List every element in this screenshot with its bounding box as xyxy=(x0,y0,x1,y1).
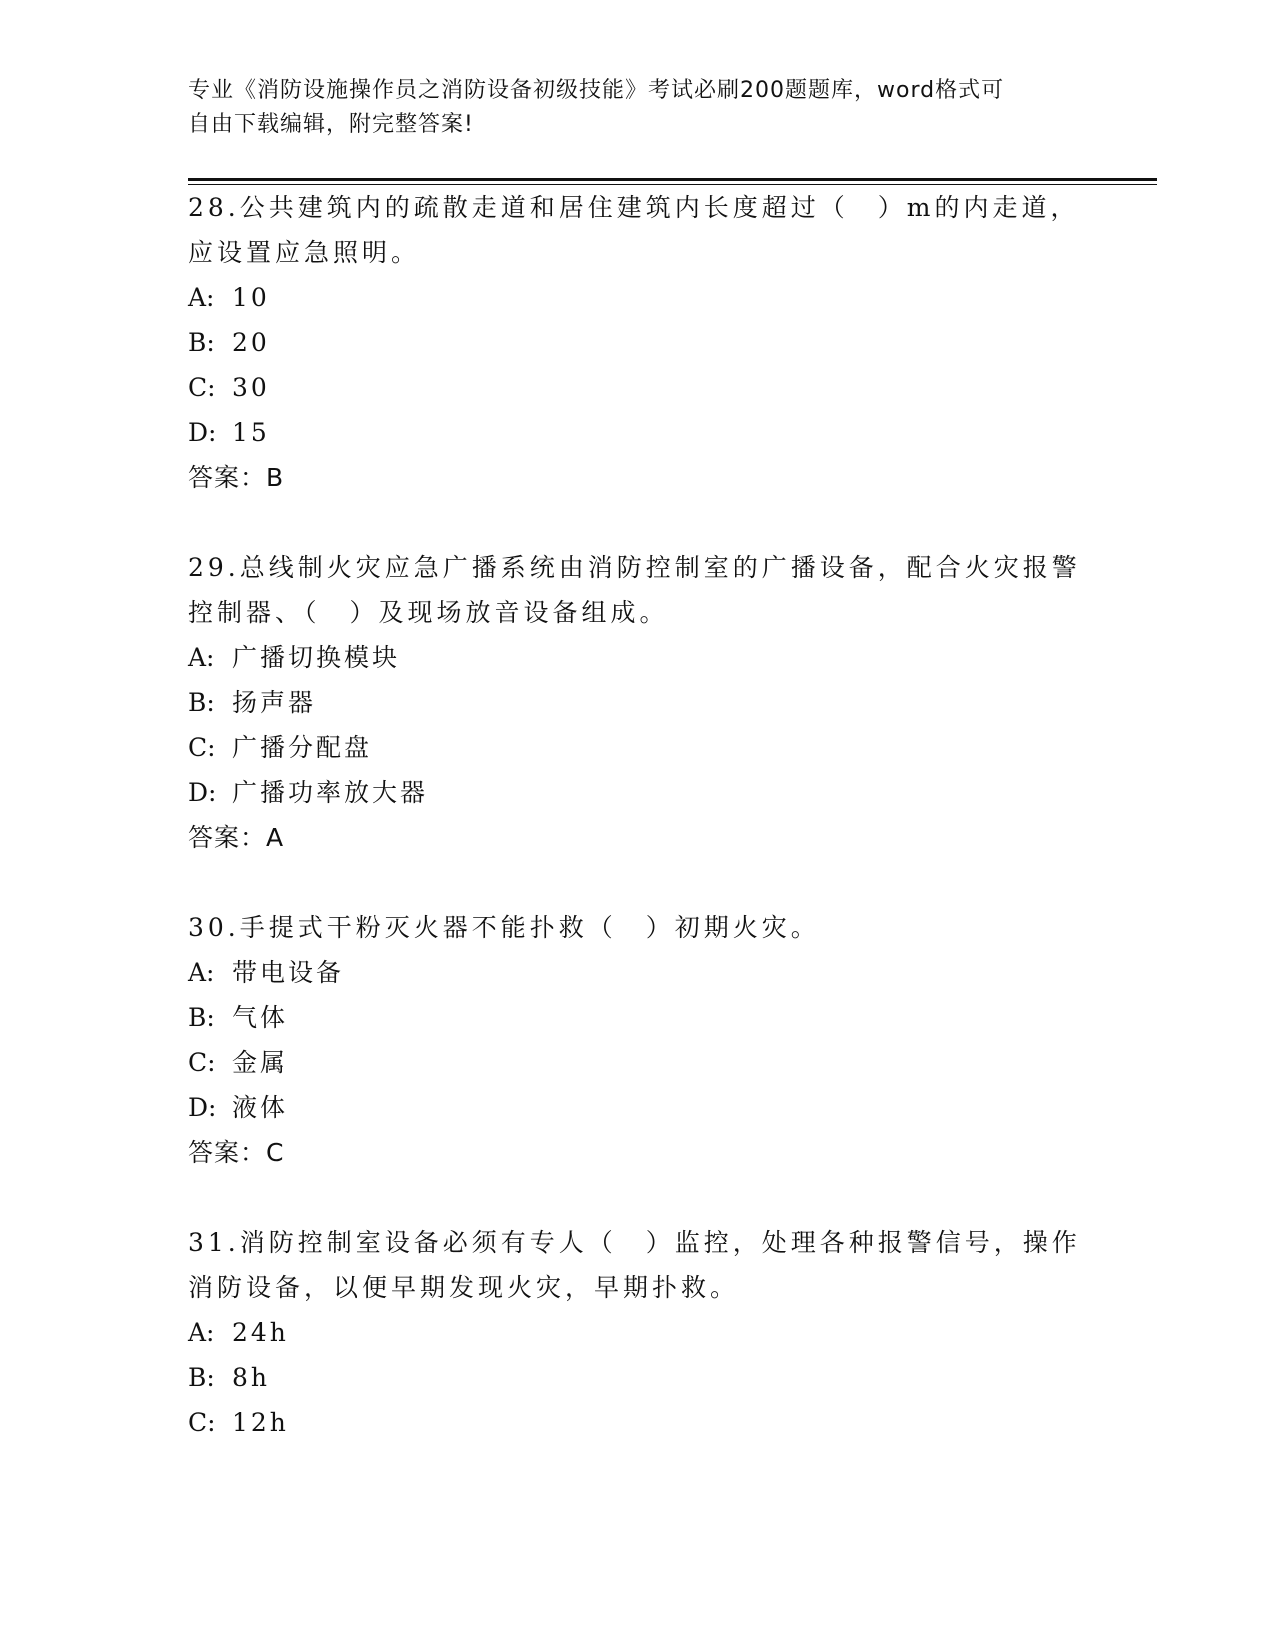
question-stem-line: 应设置应急照明。 xyxy=(188,238,421,267)
option-text: 30 xyxy=(232,373,270,402)
option-text: 20 xyxy=(232,328,270,357)
option-text: 广播切换模块 xyxy=(232,643,401,672)
option-letter: A: xyxy=(188,958,215,987)
option-letter: A: xyxy=(188,1318,215,1347)
option-letter: B: xyxy=(188,1363,215,1392)
option-letter: B: xyxy=(188,688,215,717)
question-stem-line: 28.公共建筑内的疏散走道和居住建筑内长度超过（ ）m的内走道， xyxy=(188,193,1080,222)
question-stem-line: 消防设备，以便早期发现火灾，早期扑救。 xyxy=(188,1273,740,1302)
option-letter: B: xyxy=(188,1003,215,1032)
option-c xyxy=(188,1041,1088,1086)
option-letter: B: xyxy=(188,328,215,357)
option-c xyxy=(188,366,1088,411)
option-text: 气体 xyxy=(232,1003,289,1032)
header-line-1: 专业《消防设施操作员之消防设备初级技能》考试必刷200题题库，word格式可 xyxy=(188,78,1005,103)
answer-line: 答案：A xyxy=(188,823,285,852)
option-letter: A: xyxy=(188,643,215,672)
option-letter: D: xyxy=(188,418,217,447)
option-letter: A: xyxy=(188,283,215,312)
header-rule-thin xyxy=(188,184,1157,185)
option-a xyxy=(188,636,1088,681)
question-30 xyxy=(188,906,1088,1176)
option-letter: C: xyxy=(188,1048,216,1077)
option-letter: D: xyxy=(188,1093,217,1122)
option-text: 24h xyxy=(232,1318,289,1347)
option-d xyxy=(188,1086,1088,1131)
option-text: 金属 xyxy=(232,1048,289,1077)
header-line-2: 自由下载编辑，附完整答案! xyxy=(188,112,474,137)
question-31 xyxy=(188,1221,1088,1446)
option-d xyxy=(188,771,1088,816)
option-letter: C: xyxy=(188,1408,216,1437)
option-text: 12h xyxy=(232,1408,289,1437)
option-b xyxy=(188,321,1088,366)
option-d xyxy=(188,411,1088,456)
option-text: 带电设备 xyxy=(232,958,345,987)
option-a xyxy=(188,276,1088,321)
question-29 xyxy=(188,546,1088,861)
option-a xyxy=(188,1311,1088,1356)
header-rule-thick xyxy=(188,178,1157,181)
option-b xyxy=(188,1356,1088,1401)
option-a xyxy=(188,951,1088,996)
question-stem-line: 控制器、（ ）及现场放音设备组成。 xyxy=(188,598,669,627)
option-text: 液体 xyxy=(232,1093,289,1122)
question-stem-line: 29.总线制火灾应急广播系统由消防控制室的广播设备，配合火灾报警 xyxy=(188,553,1081,582)
option-text: 广播分配盘 xyxy=(232,733,373,762)
answer-line: 答案：B xyxy=(188,463,285,492)
option-letter: D: xyxy=(188,778,217,807)
question-stem-line: 30.手提式干粉灭火器不能扑救（ ）初期火灾。 xyxy=(188,913,820,942)
option-b xyxy=(188,996,1088,1041)
option-text: 广播功率放大器 xyxy=(232,778,429,807)
option-letter: C: xyxy=(188,373,216,402)
option-c xyxy=(188,1401,1088,1446)
option-c xyxy=(188,726,1088,771)
option-text: 8h xyxy=(232,1363,271,1392)
option-text: 扬声器 xyxy=(232,688,317,717)
answer-line: 答案：C xyxy=(188,1138,285,1167)
question-28 xyxy=(188,186,1088,501)
question-stem-line: 31.消防控制室设备必须有专人（ ）监控，处理各种报警信号，操作 xyxy=(188,1228,1081,1257)
option-text: 15 xyxy=(232,418,270,447)
option-letter: C: xyxy=(188,733,216,762)
option-b xyxy=(188,681,1088,726)
option-text: 10 xyxy=(232,283,270,312)
document-header xyxy=(188,74,1068,142)
